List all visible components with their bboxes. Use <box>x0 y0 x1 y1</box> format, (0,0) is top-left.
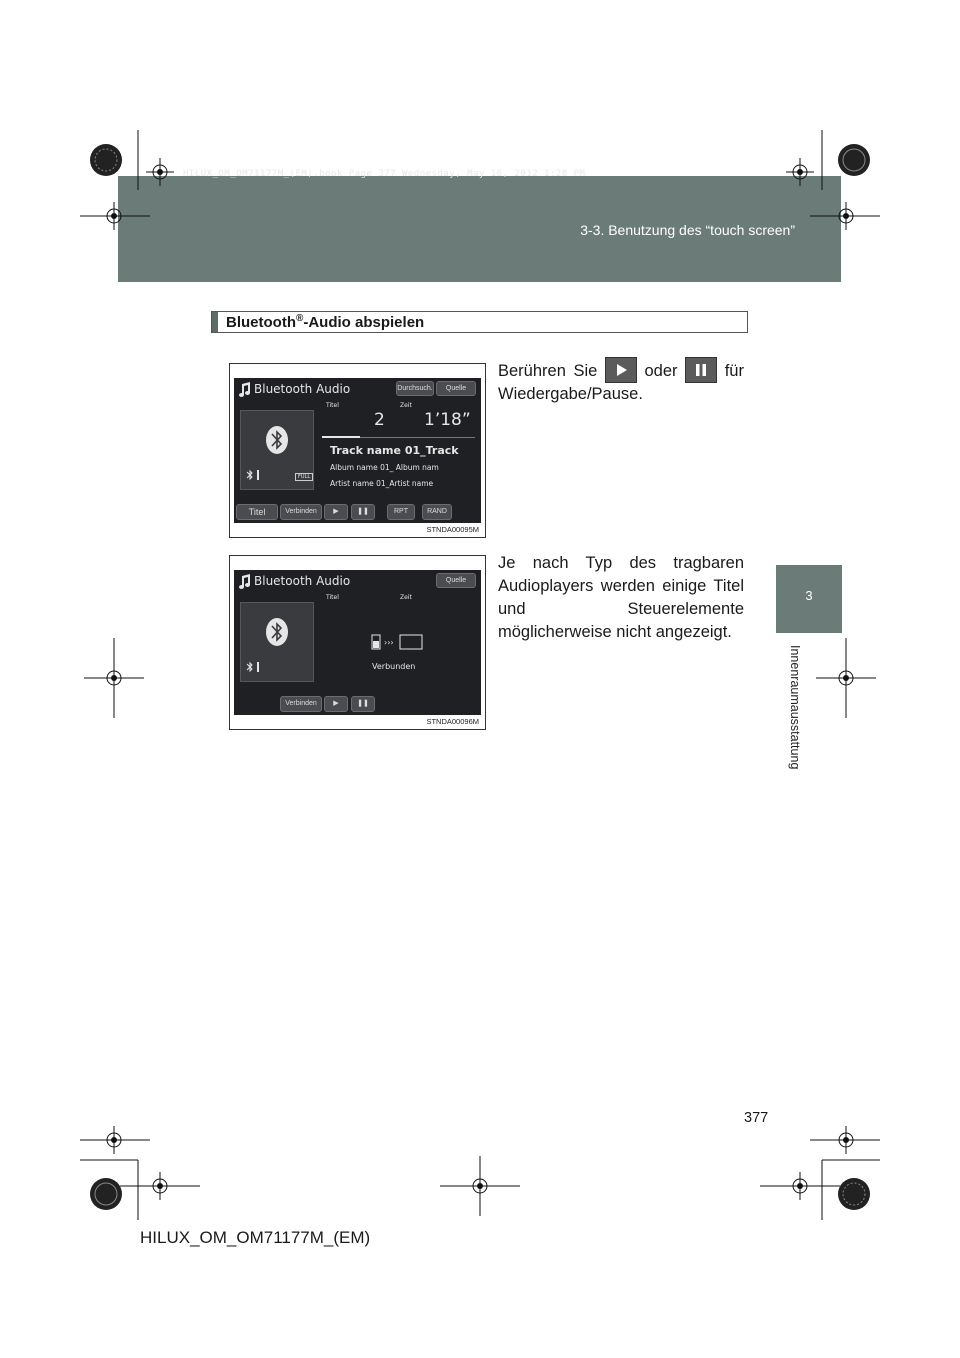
repeat-button[interactable]: RPT <box>387 504 415 520</box>
screen-title: Bluetooth Audio <box>254 574 351 588</box>
page-number: 377 <box>744 1110 769 1126</box>
chapter-number: 3 <box>805 588 813 603</box>
footer-code: HILUX_OM_OM71177M_(EM) <box>140 1228 371 1247</box>
svg-text:›››: ››› <box>384 638 394 647</box>
browse-button[interactable]: Durchsuch. <box>396 381 434 396</box>
pause-button[interactable]: ❚❚ <box>351 504 375 520</box>
source-button[interactable]: Quelle <box>436 381 476 396</box>
heading-rest: -Audio abspielen <box>303 314 425 331</box>
image-code: STNDA00095M <box>426 525 479 534</box>
para1-part3: für Wiedergabe/Pause. <box>498 362 744 403</box>
track-number: 2 <box>374 410 385 430</box>
chapter-label-text: Innenraumausstattung <box>788 645 802 770</box>
artist-name: Artist name 01_Artist name <box>330 479 434 488</box>
note-paragraph: Je nach Typ des tragbaren Audioplayers werden einige Titel und Steuerelemente möglicherweise nicht angezeigt. <box>498 554 744 641</box>
screen-title: Bluetooth Audio <box>254 382 351 396</box>
play-button[interactable]: ▶ <box>324 504 348 520</box>
time-label: Zeit <box>400 594 412 601</box>
random-button[interactable]: RAND <box>422 504 452 520</box>
connect-button[interactable]: Verbinden <box>280 696 322 712</box>
heading-registered: ® <box>295 313 304 324</box>
para1-part2: oder <box>644 362 678 380</box>
play-button[interactable]: ▶ <box>324 696 348 712</box>
battery-indicator: FULL <box>295 473 313 481</box>
color-wheel-marks <box>90 144 870 1210</box>
track-label: Titel <box>326 402 339 409</box>
source-button[interactable]: Quelle <box>436 573 476 588</box>
elapsed-time: 1’18” <box>424 410 471 430</box>
book-info-line: HILUX_OM_OM71177M_(EM).book Page 377 Wednesday, May 16, 2012 1:28 PM <box>183 169 586 179</box>
track-label: Titel <box>326 594 339 601</box>
heading-main: Bluetooth <box>226 314 296 331</box>
connect-button[interactable]: Verbinden <box>280 504 322 520</box>
section-title: 3-3. Benutzung des “touch screen” <box>580 222 795 238</box>
track-name: Track name 01_Track <box>330 444 459 457</box>
titles-button[interactable]: Titel <box>236 504 278 520</box>
album-name: Album name 01_ Album nam <box>330 463 439 472</box>
time-label: Zeit <box>400 402 412 409</box>
para1-part1: Berühren Sie <box>498 362 598 380</box>
pause-button[interactable]: ❚❚ <box>351 696 375 712</box>
registration-target-icons <box>84 158 876 1216</box>
connection-status: Verbunden <box>372 662 416 671</box>
image-code: STNDA00096M <box>426 717 479 726</box>
